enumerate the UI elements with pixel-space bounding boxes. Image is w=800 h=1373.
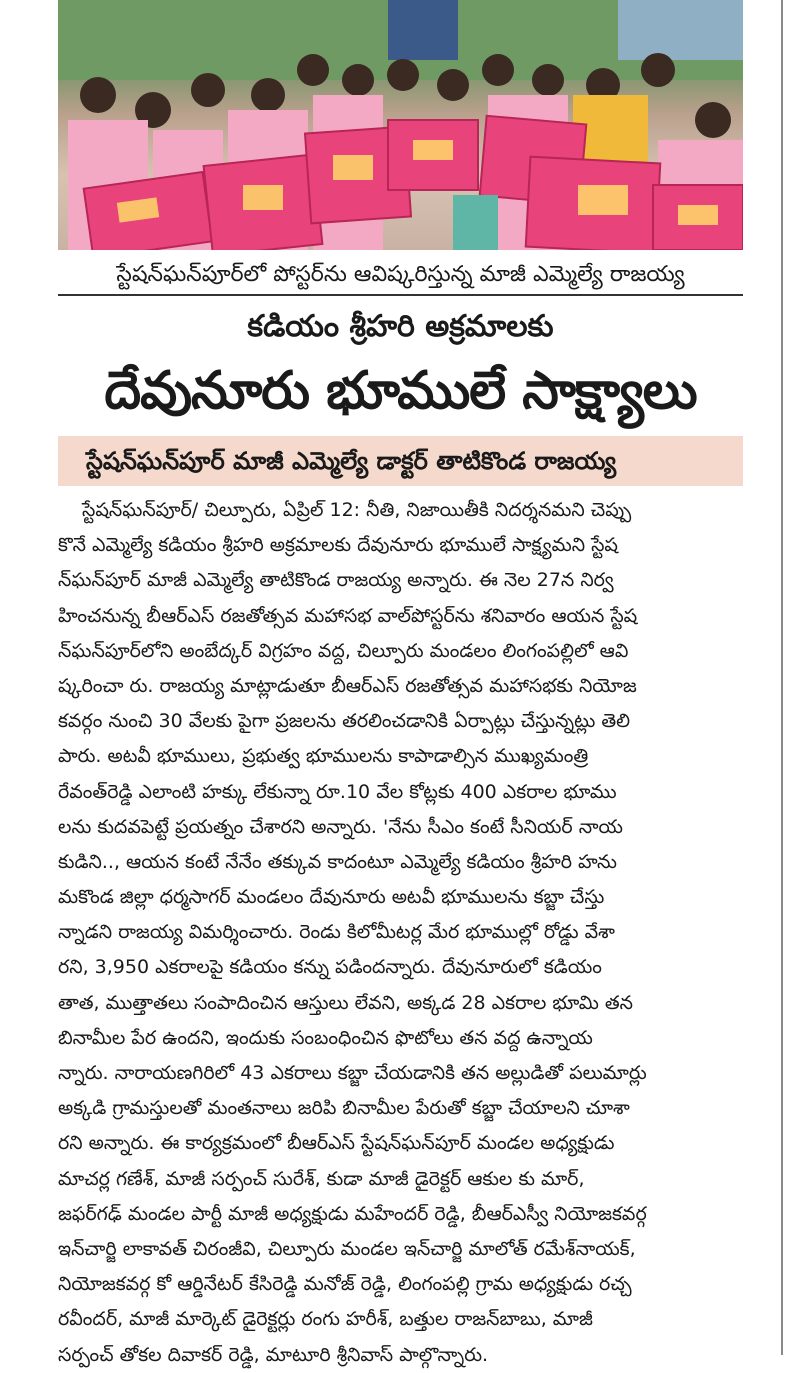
body-line: కవర్గం నుంచి 30 వేలకు పైగా ప్రజలను తరలించడానికి ఏర్పాట్లు చేస్తున్నట్లు తెలి bbox=[58, 710, 631, 733]
body-line: న్నారు. నారాయణగిరిలో 43 ఎకరాలు కబ్జా చేయడానికి తన అల్లుడితో పలుమార్లు bbox=[58, 1062, 647, 1084]
body-line: పారు. అటవీ భూములు, ప్రభుత్వ భూములను కాపాడాల్సిన ముఖ్యమంత్రి bbox=[58, 745, 589, 768]
news-photo-icon bbox=[58, 0, 743, 250]
body-line: స్టేషన్‌ఘన్‌పూర్/ చిల్పూరు, ఏప్రిల్ 12: నీతి, నిజాయితీకి నిదర్శనమని చెప్పు bbox=[82, 499, 632, 521]
body-line: తాత, ముత్తాతలు సంపాదించిన ఆస్తులు లేవని, అక్కడ 28 ఎకరాల భూమి తన bbox=[58, 991, 633, 1014]
subheadline: స్టేషన్‌ఘన్‌పూర్ మాజీ ఎమ్మెల్యే డాక్టర్ తాటికొండ రాజయ్య bbox=[86, 447, 617, 475]
body-line: మాచర్ల గణేశ్, మాజీ సర్పంచ్ సురేశ్, కుడా మాజీ డైరెక్టర్ ఆకుల కు మార్, bbox=[58, 1167, 585, 1190]
main-headline: దేవునూరు భూములే సాక్ష్యాలు bbox=[104, 361, 697, 421]
body-line: బినామీల పేర ఉందని, ఇందుకు సంబంధించిన ఫొటోలు తన వద్ద ఉన్నాయ bbox=[58, 1026, 593, 1049]
body-line: రని అన్నారు. ఈ కార్యక్రమంలో బీఆర్‌ఎస్ స్టేషన్‌ఘన్‌పూర్ మండల అధ్యక్షుడు bbox=[58, 1132, 615, 1155]
body-line: న్నాడని రాజయ్య విమర్శించారు. రెండు కిలోమీటర్ల మేర భూముల్లో రోడ్డు వేశా bbox=[58, 921, 615, 944]
body-line: సర్పంచ్ తోకల దివాకర్ రెడ్డి, మాటూరి శ్రీనివాస్ పాల్గొన్నారు. bbox=[58, 1343, 489, 1366]
body-line: కొనే ఎమ్మెల్యే కడియం శ్రీహరి అక్రమాలకు దేవునూరు భూములే సాక్ష్యమని స్టేష bbox=[58, 534, 618, 557]
article-body bbox=[58, 493, 748, 1373]
body-line: రని, 3,950 ఎకరాలపై కడియం కన్ను పడిందన్నారు. దేవునూరులో కడియం bbox=[58, 956, 602, 979]
body-line: అక్కడి గ్రామస్తులతో మంతనాలు జరిపి బినామీల పేరుతో కబ్జా చేయాలని చూశా bbox=[58, 1097, 630, 1120]
body-line: ఇన్‌చార్జి లాకావత్ చిరంజీవి, చిల్పూరు మండల ఇన్‌చార్జి మాలోత్ రమేశ్‌నాయక్, bbox=[58, 1237, 636, 1260]
body-line: నియోజకవర్గ కో ఆర్డినేటర్ కేసిరెడ్డి మనోజ్ రెడ్డి, లింగంపల్లి గ్రామ అధ్యక్షుడు రచ్చ bbox=[58, 1273, 632, 1296]
body-line: కుడిని.., ఆయన కంటే నేనేం తక్కువ కాదంటూ ఎమ్మెల్యే కడియం శ్రీహరి హను bbox=[58, 850, 617, 873]
kicker-headline: కడియం శ్రీహరి అక్రమాలకు bbox=[247, 309, 554, 344]
photo-caption: స్టేషన్‌ఘన్‌పూర్‌లో పోస్టర్‌ను ఆవిష్కరిస్తున్న మాజీ ఎమ్మెల్యే రాజయ్య bbox=[58, 256, 743, 296]
body-line: లను కుదవపెట్టే ప్రయత్నం చేశారని అన్నారు. 'నేను సీఎం కంటే సీనియర్ నాయ bbox=[58, 815, 623, 838]
body-line: ష్కరించా రు. రాజయ్య మాట్లాడుతూ బీఆర్‌ఎస్ రజతోత్సవ మహాసభకు నియోజ bbox=[58, 674, 637, 697]
body-line: న్‌ఘన్‌పూర్ మాజీ ఎమ్మెల్యే తాటికొండ రాజయ్య అన్నారు. ఈ నెల 27న నిర్వ bbox=[58, 569, 614, 592]
body-line: జఫర్‌గఢ్ మండల పార్టీ మాజీ అధ్యక్షుడు మహేందర్ రెడ్డి, బీఆర్‌ఎస్వీ నియోజకవర్గ bbox=[58, 1202, 647, 1225]
news-photo bbox=[58, 0, 743, 250]
body-line: రేవంత్‌రెడ్డి ఎలాంటి హక్కు లేకున్నా రూ.10 వేల కోట్లకు 400 ఎకరాల భూము bbox=[58, 780, 617, 803]
column-rule bbox=[781, 0, 783, 1355]
body-line: రవీందర్, మాజీ మార్కెట్ డైరెక్టర్లు రంగు హరీశ్, బత్తుల రాజన్‌బాబు, మాజీ bbox=[58, 1308, 593, 1331]
body-line: హించనున్న బీఆర్‌ఎస్ రజతోత్సవ మహాసభ వాల్‌పోస్టర్‌ను శనివారం ఆయన స్టేష bbox=[58, 604, 638, 627]
body-line: న్‌ఘన్‌పూర్‌లోని అంబేద్కర్ విగ్రహం వద్ద, చిల్పూరు మండలం లింగంపల్లిలో ఆవి bbox=[58, 639, 629, 662]
body-line: మకొండ జిల్లా ధర్మసాగర్ మండలం దేవునూరు అటవీ భూములను కబ్జా చేస్తు bbox=[58, 886, 605, 909]
